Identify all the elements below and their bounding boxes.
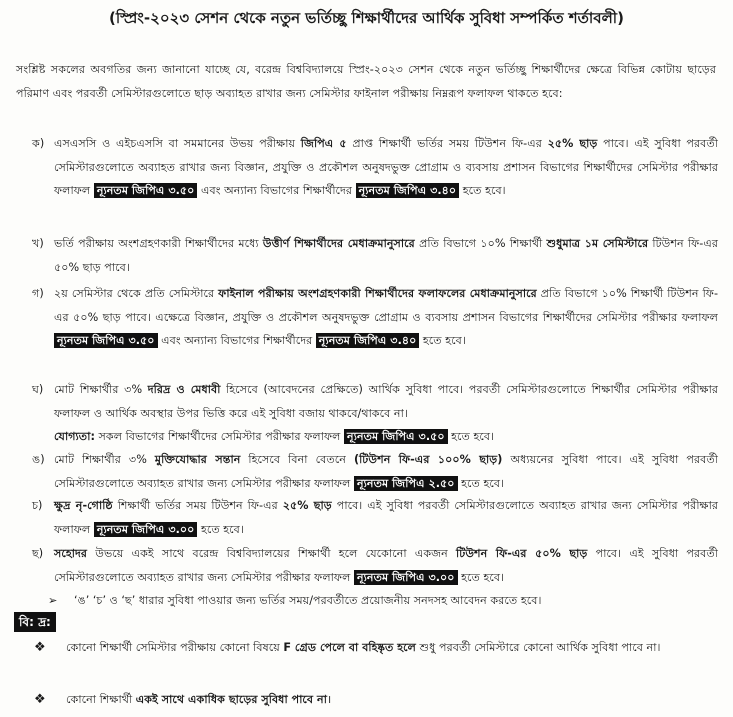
clause-text: হতে হবে।: [457, 476, 505, 490]
clause-marker: চ): [32, 499, 43, 512]
clause-text: অধ্যয়নের সুবিধা পাবে। এই সুবিধা পরবর্তী সেমিস্টারগুলোতে অব্যাহত রাখার জন্য সেমিস্টার পরীক্ষার ফলাফল: [54, 453, 718, 490]
eligibility-label: যোগ্যতা:: [54, 430, 95, 443]
clause-body: [54, 494, 718, 541]
clause-bold: উত্তীর্ণ শিক্ষার্থীদের মেধাক্রমানুসারে: [262, 237, 415, 250]
clause-marker: গ): [32, 287, 44, 300]
clause-text: পাবে। এই সুবিধা পরবর্তী সেমিস্টারগুলোতে অব্যাহত রাখার জন্য সেমিস্টার পরীক্ষার ফলাফল: [54, 547, 718, 584]
clause-text: শিক্ষার্থী ভর্তির সময় টিউশন ফি-এর: [112, 499, 283, 512]
gpa-highlight: ন্যূনতম জিপিএ ৩.০০: [94, 522, 198, 537]
clause-bold: ২৫% ছাড়: [282, 499, 332, 512]
clause-text: হিসেবে (আবেদনের প্রেক্ষিতে) আর্থিক সুবিধা পাবে। পরবর্তী সেমিস্টারগুলোতে শিক্ষার্থীর সেমিস্টার পরীক্ষার ফলাফল ও আর্থিক অবস্থার উপর ভিত্তি করে এই সুবিধা বজায় থাকবে/থাকবে না।: [54, 383, 718, 420]
clause-bold: মুক্তিযোদ্ধার সন্তান: [154, 453, 241, 466]
clause-marker: ক): [32, 137, 45, 150]
gpa-highlight: ন্যূনতম জিপিএ ৩.৫০: [94, 183, 198, 198]
clause-body: [54, 282, 718, 353]
clause-bold: জিপিএ ৫: [300, 137, 347, 150]
clause-text: প্রতি বিভাগে ১০% শিক্ষার্থী: [414, 237, 547, 250]
clause-text: পাবে। এই সুবিধা পরবর্তী সেমিস্টারগুলোতে অব্যাহত রাখার জন্য বিজ্ঞান, প্রযুক্তি ও প্রকৌশল অনুষদভুক্ত প্রোগ্রাম ও ব্যবসায় প্রশাসন বিভাগের শিক্ষার্থীদের সেমিস্টার পরীক্ষার ফলাফল: [54, 137, 719, 197]
gpa-highlight: ন্যূনতম জিপিএ ২.৫০: [354, 476, 458, 491]
clause-body: [54, 378, 718, 449]
gpa-highlight: ন্যূনতম জিপিএ ৩.৪০: [356, 183, 460, 198]
clause-text: প্রতি বিভাগে ১০% শিক্ষার্থী টিউশন ফি-এর ৫০% ছাড় পাবে। এক্ষেত্রে বিজ্ঞান, প্রযুক্তি ও প্রকৌশল অনুষদভুক্ত প্রোগ্রাম ও ব্যবসায় প্রশাসন বিভাগের শিক্ষার্থীদের সেমিস্টার পরীক্ষার ফলাফল: [54, 287, 719, 324]
clause-bold: ক্ষুদ্র নৃ-গোষ্ঠি: [54, 499, 113, 512]
clause-bold: দরিদ্র ও মেধাবী: [147, 383, 221, 396]
clause-text: মোট শিক্ষার্থীর ৩%: [54, 453, 155, 466]
diamond-bullet-icon: ❖: [34, 640, 46, 655]
document-title: (স্প্রিং-২০২৩ সেশন থেকে নতুন ভর্তিচ্ছু শিক্ষার্থীদের আর্থিক সুবিধা সম্পর্কিত শর্তাবলী): [109, 9, 624, 27]
clause-text: এবং অন্যান্য বিভাগের শিক্ষার্থীদের: [197, 184, 356, 197]
clause-text: হতে হবে।: [457, 570, 505, 584]
note-bold: F গ্রেড পেলে বা বহিষ্কৃত হলে: [283, 641, 416, 654]
clause-body: [54, 232, 718, 279]
clause-text: টিউশন ফি-এর ৫০% ছাড় পাবে।: [54, 237, 718, 274]
intro-paragraph: সংশ্লিষ্ট সকলের অবগতির জন্য জানানো যাচ্ছে যে, বরেন্দ্র বিশ্ববিদ্যালয়ে স্প্রিং-২০২৩ সেশন থেকে নতুন ভর্তিচ্ছু শিক্ষার্থীদের ক্ষেত্রে বিভিন্ন কোটায় ছাড়ের পরিমাণ এবং পরবর্তী সেমিস্টারগুলোতে ছাড় অব্যাহত রাখার জন্য সেমিস্টার ফাইনাল পরীক্ষায় নিম্নরূপ ফলাফল থাকতে হবে:: [16, 63, 716, 100]
clause-text: উভয়ে একই সাথে বরেন্দ্র বিশ্ববিদ্যালয়ের শিক্ষার্থী হলে যেকোনো একজন: [87, 547, 457, 560]
clause-bold: সহোদর: [54, 547, 88, 560]
note-label: বি: দ্র:: [14, 612, 56, 632]
note-bold: একই সাথে একাধিক ছাড়ের সুবিধা পাবে না: [135, 693, 327, 706]
note-text: [66, 688, 714, 712]
clause-text: মোট শিক্ষার্থীর ৩%: [54, 383, 148, 396]
clause-bold: শুধুমাত্র ১ম সেমিস্টারে: [546, 237, 649, 250]
clause-text: এসএসসি ও এইচএসসি বা সমমানের উভয় পরীক্ষায়: [54, 137, 301, 150]
clause-marker: ঙ): [32, 453, 45, 466]
clause-text: সকল বিভাগের শিক্ষার্থীদের সেমিস্টার পরীক্ষার ফলাফল: [94, 430, 345, 443]
clause-bold: (টিউশন ফি-এর ১০০% ছাড়): [353, 453, 503, 466]
gpa-highlight: ন্যূনতম জিপিএ ৩.৪০: [316, 333, 420, 348]
note-plain: ।: [326, 693, 332, 706]
clause-text: হিসেবে বিনা বেতনে: [240, 453, 354, 466]
note-plain: কোনো শিক্ষার্থী সেমিস্টার পরীক্ষায় কোনো বিষয়ে: [66, 641, 284, 654]
note-plain: কোনো শিক্ষার্থী: [66, 693, 136, 706]
clause-text: পাবে। এই সুবিধা পরবর্তী সেমিস্টারগুলোতে অব্যাহত রাখার জন্য সেমিস্টার পরীক্ষার ফলাফল: [54, 499, 718, 536]
clause-text: এবং অন্যান্য বিভাগের শিক্ষার্থীদের: [157, 334, 316, 347]
gpa-highlight: ন্যূনতম জিপিএ ৩.৫০: [344, 429, 448, 444]
note-text: [66, 636, 714, 660]
diamond-bullet-icon: ❖: [34, 692, 46, 707]
gpa-highlight: ন্যূনতম জিপিএ ৩.৫০: [54, 333, 158, 348]
clause-body: [54, 542, 718, 589]
gpa-highlight: ন্যূনতম জিপিএ ৩.০০: [354, 570, 458, 585]
clause-body: [54, 132, 718, 203]
arrow-icon: ➢: [48, 594, 58, 607]
clause-marker: খ): [32, 237, 44, 250]
clause-marker: ছ): [32, 547, 44, 560]
clause-bold: ফাইনাল পরীক্ষায় অংশগ্রহণকারী শিক্ষার্থীদের ফলাফলের মেধাক্রমানুসারে: [218, 287, 537, 300]
note-plain: শুধু পরবর্তী সেমিস্টারে কোনো আর্থিক সুবিধা পাবে না।: [415, 641, 661, 654]
clause-text: প্রাপ্ত শিক্ষার্থী ভর্তির সময় টিউশন ফি-এর: [346, 137, 548, 150]
clause-bold: ২৫% ছাড়: [547, 137, 598, 150]
clause-text: হতে হবে।: [419, 334, 466, 347]
clause-text: ভর্তি পরীক্ষায় অংশগ্রহণকারী শিক্ষার্থীদের মধ্যে: [54, 237, 263, 250]
clause-body: [54, 448, 718, 495]
clause-text: হতে হবে।: [197, 522, 244, 536]
clause-bold: টিউশন ফি-এর ৫০% ছাড়: [456, 547, 588, 560]
application-note-text: ‘ঙ’ ‘চ’ ও ‘ছ’ ধারার সুবিধা পাওয়ার জন্য ভর্তির সময়/পরবর্তীতে প্রয়োজনীয় সনদসহ আবেদন করতে হবে।: [74, 594, 542, 607]
clause-text: হতে হবে।: [459, 184, 506, 197]
clause-text: ২য় সেমিস্টার থেকে প্রতি সেমিস্টারে: [54, 287, 219, 300]
clause-marker: ঘ): [32, 383, 44, 396]
clause-text: হতে হবে।: [447, 430, 495, 443]
